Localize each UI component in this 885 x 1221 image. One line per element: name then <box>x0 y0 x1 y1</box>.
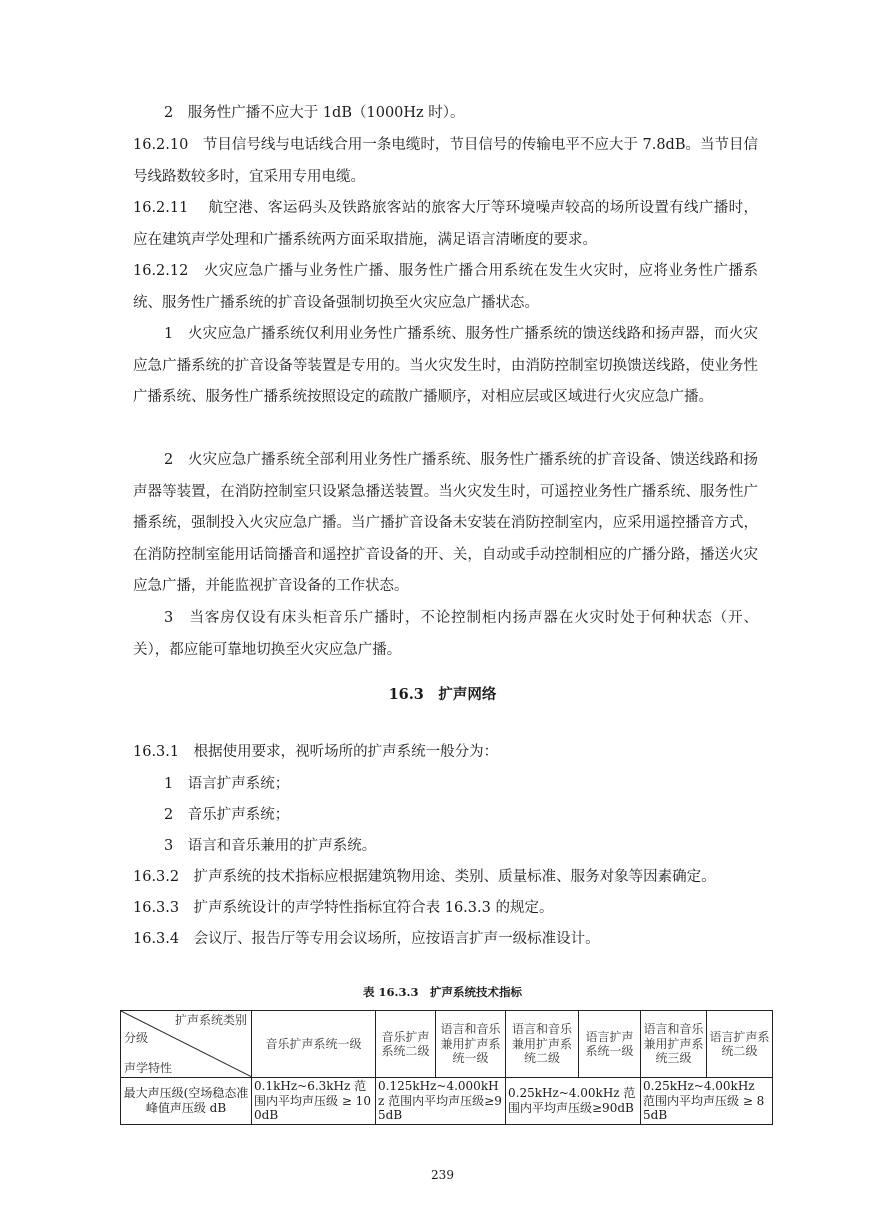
clause-16-3-4: 16.3.4 会议厅、报告厅等专用会议场所，应按语言扩声一级标准设计。 <box>133 931 600 947</box>
table-header-row <box>121 1011 773 1078</box>
header-mixed-grade-2: 语言和音乐兼用扩声系统二级 <box>506 1011 579 1078</box>
sound-system-spec-table <box>120 1010 773 1125</box>
header-speech-grade-1: 语言扩声系统一级 <box>579 1011 641 1078</box>
header-mixed-grade-3: 语言和音乐兼用扩声系统三级 <box>641 1011 707 1078</box>
corner-label-category: 扩声系统类别 <box>174 1013 247 1027</box>
header-music-grade-2: 音乐扩声系统二级 <box>376 1011 436 1078</box>
fire-broadcast-item-3: 3 当客房仅设有床头柜音乐广播时，不论控制柜内扬声器在火灾时处于何种状态（开、关），都应能可靠地切换至火灾应急广播。 <box>133 610 758 658</box>
system-type-item-3: 3 语言和音乐兼用的扩声系统。 <box>164 838 377 854</box>
paragraph-service-broadcast: 2 服务性广播不应大于 1dB（1000Hz 时）。 <box>164 105 465 121</box>
table-corner-cell <box>121 1011 252 1078</box>
table-caption: 表 16.3.3 扩声系统技术指标 <box>362 985 523 999</box>
row-label-max-spl: 最大声压级(空场稳态准峰值声压级 dB <box>121 1078 252 1125</box>
header-speech-grade-2: 语言扩声系统二级 <box>707 1011 773 1078</box>
clause-16-2-11: 16.2.11 航空港、客运码头及铁路旅客站的旅客大厅等环境噪声较高的场所设置有线广播时，应在建筑声学处理和广播系统两方面采取措施，满足语言清晰度的要求。 <box>133 200 758 248</box>
clause-16-2-10: 16.2.10 节目信号线与电话线合用一条电缆时，节目信号的传输电平不应大于 7.8dB。当节目信号线路数较多时，宜采用专用电缆。 <box>133 137 758 185</box>
page-number: 239 <box>431 1168 454 1182</box>
system-type-item-2: 2 音乐扩声系统； <box>164 807 290 823</box>
cell-max-spl-group-4: 0.25kHz~4.00kHz 范围内平均声压级 ≥ 85dB <box>641 1078 773 1125</box>
clause-16-3-3: 16.3.3 扩声系统设计的声学特性指标宜符合表 16.3.3 的规定。 <box>133 900 554 916</box>
fire-broadcast-item-1: 1 火灾应急广播系统仅利用业务性广播系统、服务性广播系统的馈送线路和扬声器，而火灾应急广播系统的扩音设备等装置是专用的。当火灾发生时，由消防控制室切换馈送线路，使业务性广播系统、服务性广播系统按照设定的疏散广播顺序，对相应层或区域进行火灾应急广播。 <box>133 326 758 405</box>
clause-16-2-12: 16.2.12 火灾应急广播与业务性广播、服务性广播合用系统在发生火灾时，应将业务性广播系统、服务性广播系统的扩音设备强制切换至火灾应急广播状态。 <box>133 263 758 311</box>
corner-label-grade: 分级 <box>124 1031 149 1045</box>
corner-label-acoustic: 声学特性 <box>124 1060 173 1075</box>
fire-broadcast-item-2: 2 火灾应急广播系统全部利用业务性广播系统、服务性广播系统的扩音设备、馈送线路和扬声器等装置，在消防控制室只设紧急播送装置。当火灾发生时，可遥控业务性广播系统、服务性广播系统，强制投入火灾应急广播。当广播扩音设备未安装在消防控制室内，应采用遥控播音方式，在消防控制室能用话筒播音和遥控扩音设备的开、关，自动或手动控制相应的广播分路，播送火灾应急广播，并能监视扩音设备的工作状态。 <box>133 452 758 594</box>
clause-16-3-1: 16.3.1 根据使用要求，视听场所的扩声系统一般分为： <box>133 744 499 760</box>
table-row-max-spl <box>121 1078 773 1125</box>
cell-max-spl-music-1: 0.1kHz~6.3kHz 范围内平均声压级 ≥ 100dB <box>252 1078 376 1125</box>
section-title: 16.3 扩声网络 <box>388 686 497 703</box>
header-mixed-grade-1: 语言和音乐兼用扩声系统一级 <box>436 1011 506 1078</box>
header-music-grade-1: 音乐扩声系统一级 <box>252 1011 376 1078</box>
cell-max-spl-group-3: 0.25kHz~4.00kHz 范围内平均声压级≥90dB <box>506 1078 641 1125</box>
system-type-item-1: 1 语言扩声系统； <box>164 776 290 792</box>
clause-16-3-2: 16.3.2 扩声系统的技术指标应根据建筑物用途、类别、质量标准、服务对象等因素确定。 <box>133 869 716 885</box>
cell-max-spl-group-2: 0.125kHz~4.000kHz 范围内平均声压级≥95dB <box>376 1078 506 1125</box>
